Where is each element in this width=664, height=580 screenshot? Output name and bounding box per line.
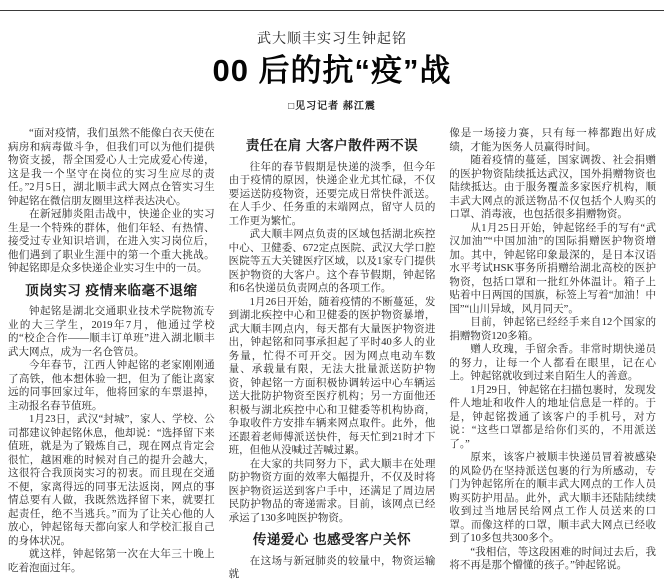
column-2 <box>229 127 436 580</box>
paragraph: 1月23日，武汉“封城”，家人、学校、公司都建议钟起铭休息，他却说：“选择留下来值班，就是为了锻炼自己，现在网点肯定会很忙，越困难的时候对自己的提升会越大，这很符合我顶岗实习的初衷。而且现在交通不便，家离得远的同事无法返岗，网点的事情总要有人做，我既然选择留下来，就要扛起责任，绝不当逃兵。”而为了让关心他的人放心，钟起铭每天都向家人和学校汇报自己的身体状况。 <box>8 414 215 547</box>
paragraph: 往年的春节假期是快递的淡季，但今年由于疫情的原因，快递企业尤其忙碌，不仅要运送防疫物资，还要完成日常快件派送。在人手少、任务重的末端网点，留守人员的工作更为繁忙。 <box>228 161 436 227</box>
paragraph: 武大顺丰网点负责的区域包括湖北疾控中心、卫健委、672定点医院、武汉大学口腔医院等五大关键医疗区域，以及1家专门提供医护物资的大客户。这个春节假期，钟起铭和6名快递员负责网点的各项工作。 <box>228 229 436 295</box>
article-header <box>0 0 664 112</box>
paragraph: “面对疫情，我们虽然不能像白衣天使在病房和病毒做斗争，但我们可以为他们提供物资支援，帮全国爱心人士完成爱心传递，这是我一个坚守在岗位的实习生应尽的责任。”2月5日，湖北顺丰武大网点仓管实习生钟起铭在微信朋友圈里这样表达决心。 <box>8 128 215 207</box>
article-columns <box>0 127 664 580</box>
section-heading-intern: 顶岗实习 疫情来临毫不退缩 <box>25 282 198 298</box>
paragraph: 赠人玫瑰，手留余香。非常时期快递员的努力，让每一个人都看在眼里，记在心上。钟起铭就收到过来自陌生人的善意。 <box>449 344 657 383</box>
paragraph: 在这场与新冠肺炎的较量中，物资运输就 <box>228 555 436 580</box>
paragraph: 钟起铭是湖北交通职业技术学院物流专业的大三学生，2019年7月，他通过学校的“校企合作——顺丰订单班”进入湖北顺丰武大网点，成为一名仓管员。 <box>8 306 215 358</box>
paragraph: 1月29日，钟起铭在扫描包裹时，发现发件人地址和收件人的地址信息是一样的。于是，钟起铭拨通了该客户的手机号，对方说：“这些口罩都是给你们买的，不用派送了。” <box>449 384 657 450</box>
article-title: 00 后的抗“疫”战 <box>212 53 452 88</box>
paragraph: 1月26日开始，随着疫情的不断蔓延，发到湖北疾控中心和卫健委的医护物资暴增，武大顺丰网点内，每天都有大量医护物资进出，钟起铭和同事承担起了平时40多人的业务量，忙得不可开交。因为网点电动车数量、承载量有限，无法大批量派送防护物资，钟起铭一方面积极协调转运中心车辆运送大批防护物资至医疗机构；另一方面他还积极与湖北疾控中心和卫健委等机构协商，争取收件方安排车辆来网点取件。此外，他还跟着老师傅派送快件，每天忙到21时才下班，但他从没喊过苦喊过累。 <box>228 296 436 457</box>
section-heading-responsibility: 责任在肩 大客户散件两不误 <box>245 138 419 154</box>
column-1 <box>8 127 215 580</box>
paragraph: 今年春节，江西人钟起铭的老家刚刚通了高铁，他本想体验一把，但为了能让离家远的同事回家过年，他将回家的车票退掉，主动报名春节值班。 <box>8 360 215 412</box>
column-3 <box>449 127 656 580</box>
paragraph: 目前，钟起铭已经经手来自12个国家的捐赠物资120多箱。 <box>449 317 657 342</box>
paragraph-continuation: 像是一场接力赛，只有每一棒都跑出好成绩，才能为医务人员赢得时间。 <box>449 128 657 153</box>
top-rule <box>0 10 664 11</box>
section-heading-love: 传递爱心 也感受客户关怀 <box>252 532 412 548</box>
paragraph: 随着疫情的蔓延，国家调拨、社会捐赠的医护物资陆续抵达武汉，国外捐赠物资也陆续抵达。由于服务覆盖多家医疗机构，顺丰武大网点的派送物品不仅包括个人购买的口罩、消毒液，也包括很多捐赠物资。 <box>449 155 657 221</box>
paragraph: 在大家的共同努力下，武大顺丰在处理防护物资方面的效率大幅提升，不仅及时将医护物资运送到客户手中，还满足了周边居民防护物品的寄递需求。目前，该网点已经承运了130多吨医护物资。 <box>228 458 436 524</box>
article-kicker: 武大顺丰实习生钟起铭 <box>257 30 407 46</box>
paragraph: 就这样，钟起铭第一次在大年三十晚上吃着泡面过年。 <box>8 549 215 574</box>
paragraph: 在新冠肺炎阻击战中，快递企业的实习生是一个特殊的群体，他们年轻、有热情、接受过专业知识培训，在进入实习岗位后，他们遇到了职业生涯中的第一个重大挑战。钟起铭即是众多快递企业实习生中的一员。 <box>8 209 215 275</box>
byline: □见习记者 郝江震 <box>288 101 376 113</box>
paragraph: 从1月25日开始，钟起铭经手的写有“武汉加油”“中国加油”的国际捐赠医护物资增加。其中，钟起铭印象最深的，是日本汉语水平考试HSK事务所捐赠给湖北高校的医护物资，包括口罩和一批红外体温计。箱子上贴着中日两国的国旗，标签上写着“加油！中国”“山川异域，风月同天”。 <box>449 222 657 315</box>
paragraph: “我相信，等这段困难的时间过去后，我将不再是那个懵懂的孩子。”钟起铭说。 <box>449 546 657 572</box>
paragraph: 原来，该客户被顺丰快递员冒着被感染的风险仍在坚持派送包裹的行为所感动，专门为钟起铭所在的顺丰武大网点的工作人员购买防护用品。此外，武大顺丰还陆陆续续收到过当地居民给网点工作人员送来的口罩。而像这样的口罩，顺丰武大网点已经收到了10多包共300多个。 <box>449 452 657 545</box>
